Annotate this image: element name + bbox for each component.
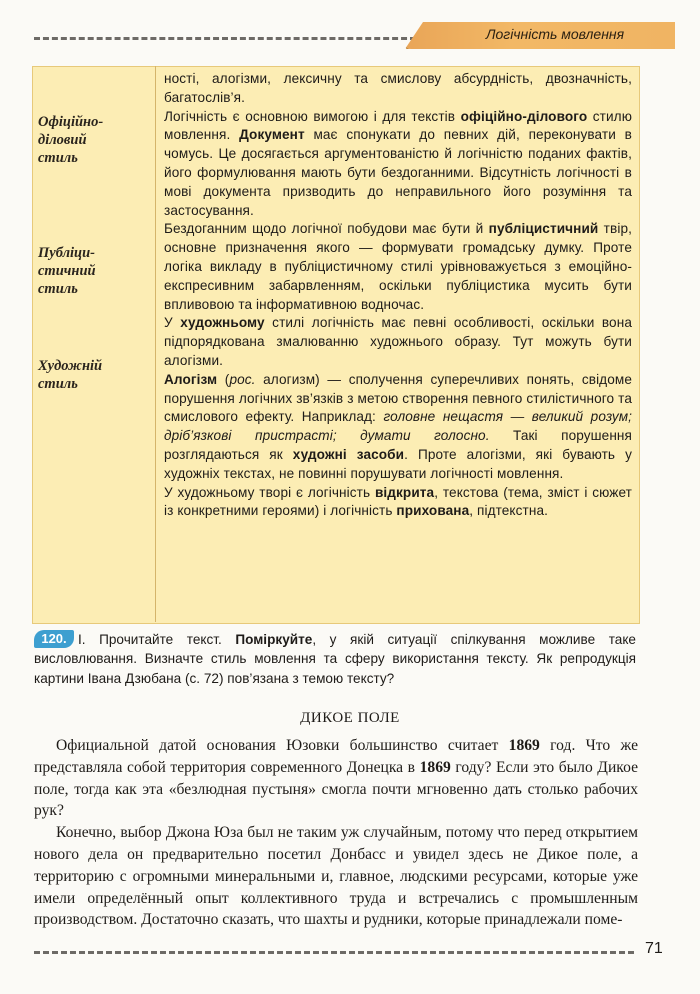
box-paragraph: ності, алогізми, лексичну та смислову абсурдність, двозначність, багатослів’я. (164, 71, 632, 105)
exercise-text: I. Прочитайте текст. Поміркуйте, у якій ситуації спілкування можливе таке висловлювання. Визначте стиль мовлення та сферу використання тексту. Як репродукція картини Івана Дзюбана (с. 72) пов’язана з темою тексту? (34, 632, 636, 686)
header-dashed-rule (34, 37, 416, 40)
box-text (164, 70, 632, 521)
text-paragraph: Конечно, выбор Джона Юза был не таким уж случайным, потому что перед открытием нового дела он предварительно посетил Донбасс и увидел здесь не Дикое поле, а территорию с огромными минеральными и, главное, людскими ресурсами, которые уже имели определённый опыт коллективного труда и встречались с промышленным производством. Достаточно сказать, что шахты и рудники, которые принадлежали поме- (34, 824, 638, 929)
box-paragraph-artistic: У художньому стилі логічність має певні особливості, оскільки вона підпорядкована змалюванню художнього образу. Тут можуть бути алогізми. (164, 315, 632, 368)
footer-dashed-rule (34, 951, 634, 954)
label-publicist-style: Публіци- стичний стиль (38, 245, 96, 297)
main-text (34, 735, 638, 931)
label-official-style: Офіційно- діловий стиль (38, 114, 104, 166)
box-paragraph-logic: У художньому творі є логічність відкрита, текстова (тема, зміст і сюжет із конкретними героями) і логічність прихована, підтекстна. (164, 484, 633, 519)
page-number: 71 (645, 940, 663, 957)
header-title: Логічність мовлення (485, 26, 625, 42)
label-artistic-style: Художній стиль (38, 358, 103, 392)
box-column-divider (155, 66, 156, 622)
text-paragraph: Официальной датой основания Юзовки большинство считает 1869 год. Что же представляла собой территория современного Донецка в 1869 году? Если это было Дикое поле, тогда как эта «безлюдная пустыня» смогла почти мгновенно дать столько рабочих рук? (34, 737, 638, 820)
exercise-number-badge: 120. (34, 630, 74, 648)
box-paragraph-alogism: Алогізм (рос. алогизм) — сполучення суперечливих понять, свідоме порушення логічних зв’язків з метою створення певного стилістичного та смислового ефекту. Наприклад: головне нещастя — великий розум; дріб’язкові пристрасті; думати голосно. Такі порушення розглядаються як художні засоби. Проте алогізми, які бувають у художніх текстах, не повинні порушувати логічності мовлення. (164, 371, 633, 481)
box-paragraph-publicist: Бездоганним щодо логічної побудови має бути й публіцистичний твір, основне призначення якого — формувати громадську думку. Проте логіка викладу в публіцистичному стилі урівноважується з емоційно-експресивним забарвленням, оскільки публіцистика мусить бути впливовою та інформативною водночас. (164, 221, 632, 312)
text-title: ДИКОЕ ПОЛЕ (300, 710, 400, 726)
box-paragraph-official: Логічність є основною вимогою і для текстів офіційно-ділового стилю мовлення. Документ має спонукати до певних дій, переконувати в чомусь. Це досягається аргументованістю й логічністю поданих фактів, його формулювання мають бути бездоганними. Відсутність логічності в мові документа призводить до неправильного його розуміння та застосування. (164, 108, 632, 218)
